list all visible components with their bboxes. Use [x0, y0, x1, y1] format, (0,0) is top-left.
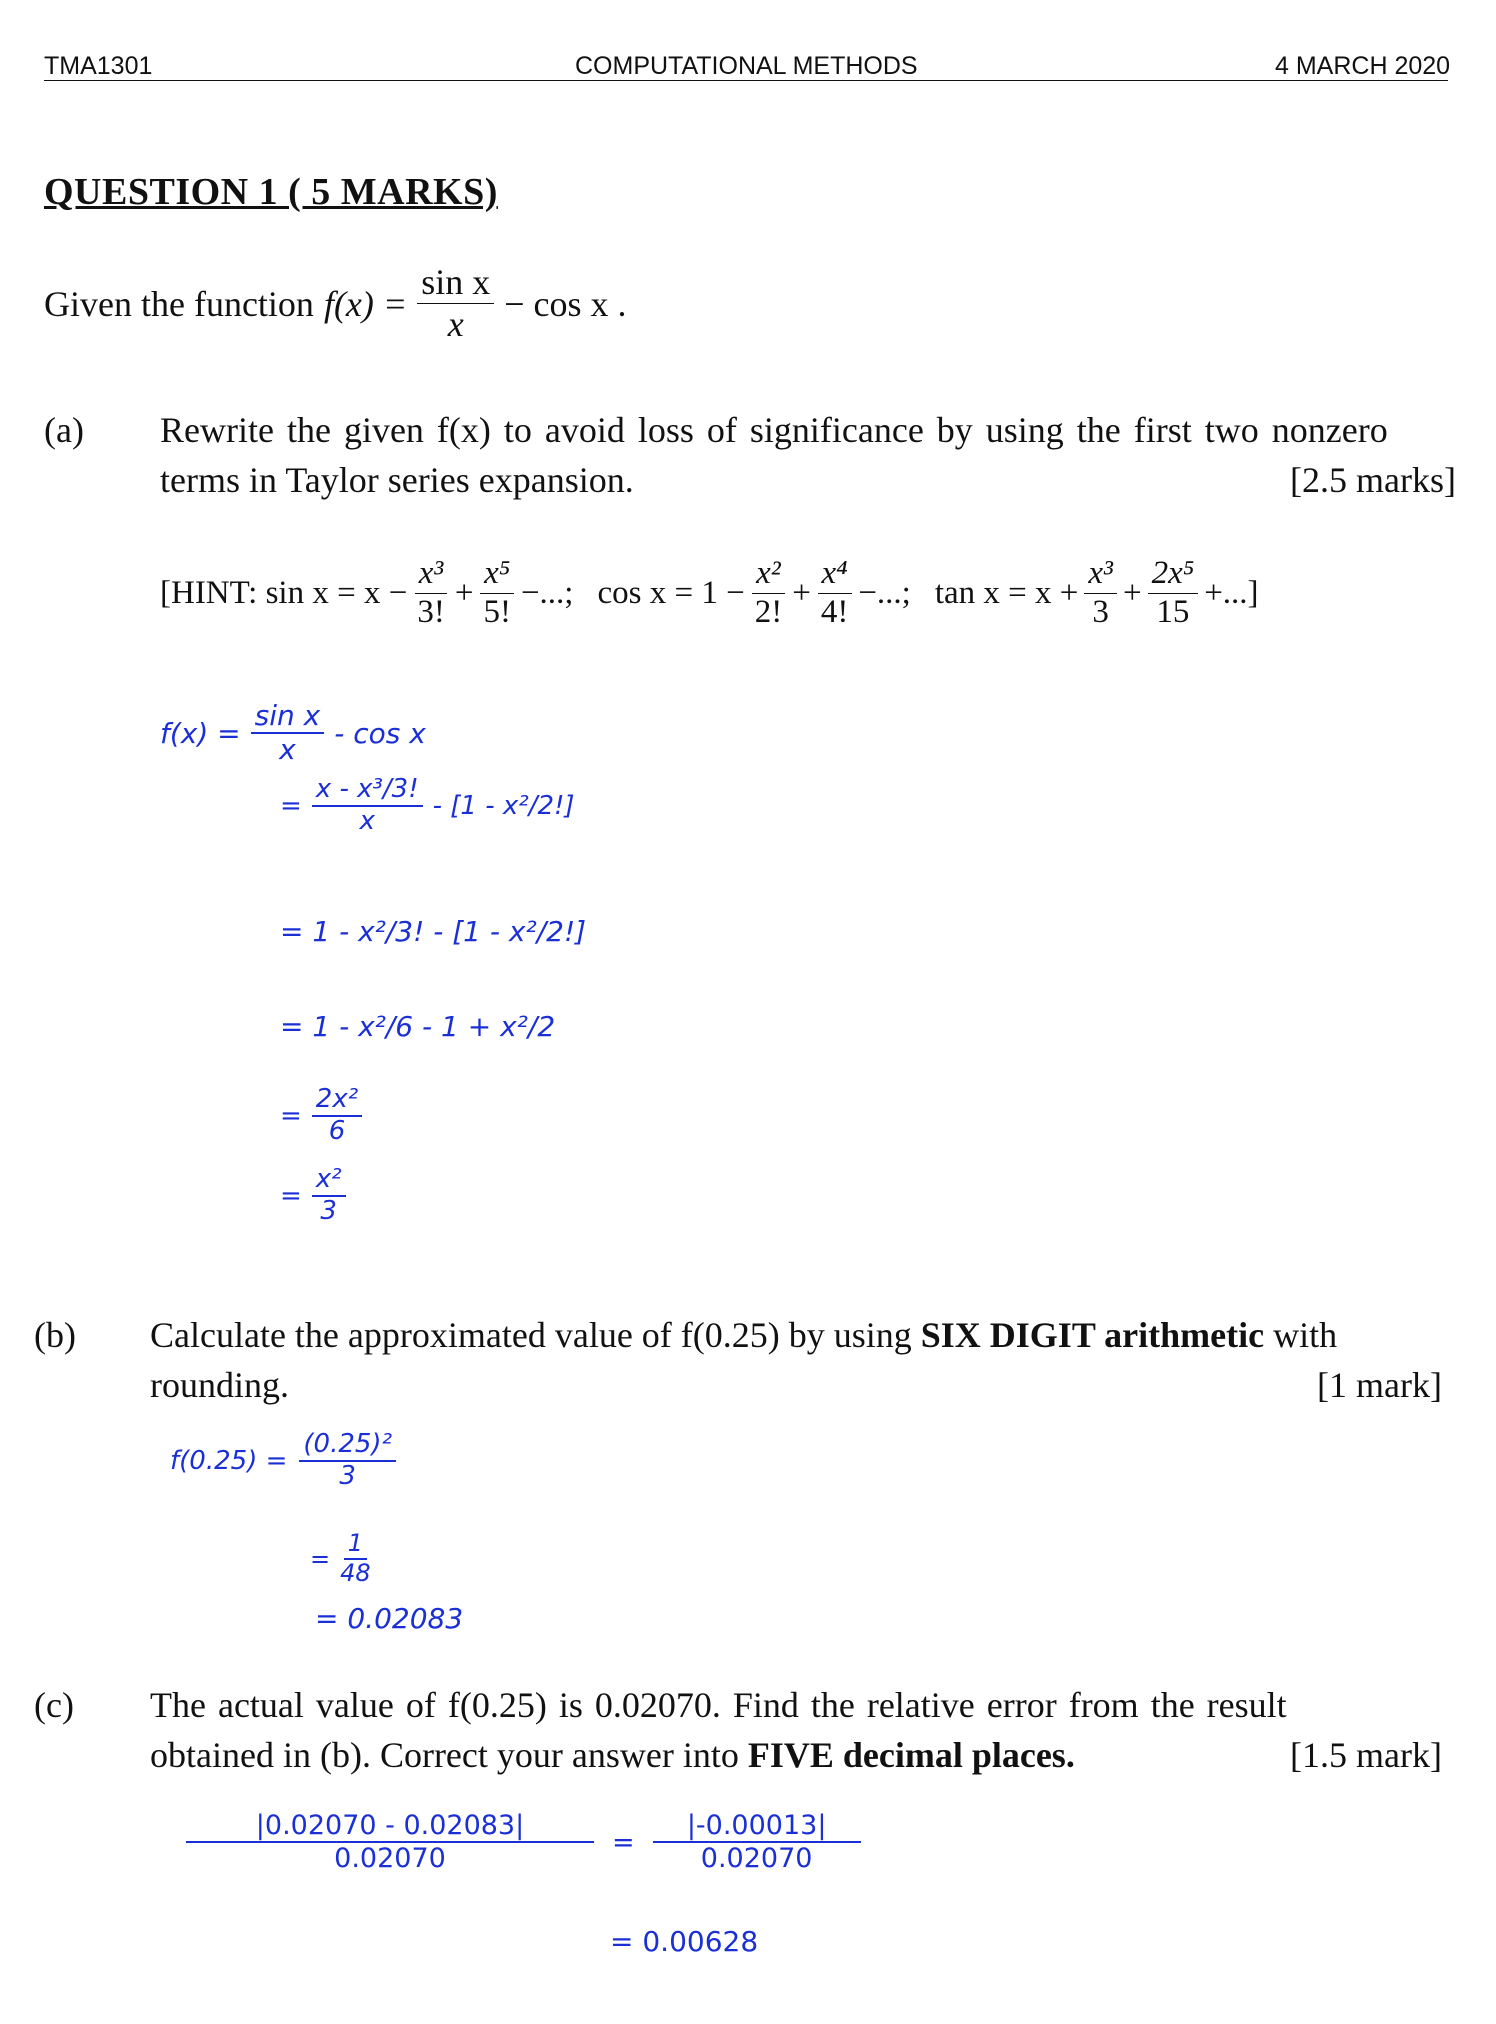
hint-cos-plus: +	[792, 575, 811, 612]
function-tail: − cos x .	[504, 283, 627, 324]
work-a-l5-eq: =	[280, 1100, 302, 1131]
question-title: QUESTION 1 ( 5 MARKS)	[44, 171, 498, 213]
hint-cos-den2: 4!	[820, 593, 849, 630]
part-a-marks: [2.5 marks]	[1290, 460, 1456, 500]
part-b-line1-pre: Calculate the approximated value of f(0.25) by using	[150, 1315, 912, 1355]
work-b-line1	[170, 1430, 396, 1492]
hint-tan-num2: 2x⁵	[1148, 555, 1199, 594]
work-a-line4: = 1 - x²/6 - 1 + x²/2	[280, 1010, 556, 1043]
course-code: TMA1301	[44, 52, 153, 80]
hint-cos-num2: x⁴	[818, 555, 852, 594]
work-a-line2	[280, 775, 575, 837]
work-a-line1	[160, 700, 426, 766]
work-a-l1-tail: - cos x	[334, 716, 426, 750]
course-name: COMPUTATIONAL METHODS	[575, 52, 918, 80]
header-rule	[44, 80, 1448, 81]
function-lhs: f(x) =	[323, 283, 408, 324]
hint-sin-num1: x³	[415, 555, 448, 594]
work-b-l1-den: 3	[339, 1460, 356, 1491]
work-a-l2-eq: =	[280, 790, 302, 821]
work-b-l2-eq: =	[310, 1544, 331, 1573]
work-a-l6-eq: =	[280, 1180, 302, 1211]
work-a-l6-num: x²	[312, 1165, 346, 1197]
work-a-l2-num: x - x³/3!	[312, 775, 423, 807]
work-a-l1-num: sin x	[251, 700, 325, 734]
hint-tan-tail: +...]	[1204, 575, 1259, 612]
hint-sin-num2: x⁵	[480, 555, 514, 594]
work-c-line1	[190, 1810, 857, 1874]
part-c-line2-bold: FIVE decimal places.	[747, 1735, 1075, 1775]
hint-tan-plus: +	[1122, 575, 1142, 612]
function-numerator: sin x	[417, 262, 494, 304]
part-b-line2: rounding.	[150, 1365, 289, 1405]
hint-tan-den2: 15	[1156, 593, 1190, 630]
part-b-marks: [1 mark]	[1317, 1365, 1442, 1405]
function-denominator: x	[447, 304, 464, 345]
work-a-l1-lhs: f(x) =	[160, 716, 241, 750]
hint-cos-prefix: cos x = 1 −	[597, 575, 745, 612]
work-a-l5-num: 2x²	[312, 1085, 362, 1117]
part-b-line1-bold: SIX DIGIT arithmetic	[920, 1315, 1265, 1355]
work-b-line3: = 0.02083	[315, 1602, 464, 1635]
part-b-line1	[150, 1310, 1337, 1360]
function-definition	[44, 262, 627, 346]
work-a-line5	[280, 1085, 362, 1147]
hint-sin-tail: −...;	[520, 575, 574, 612]
hint-sin-prefix: [HINT: sin x = x −	[160, 575, 408, 612]
part-a-hint	[160, 555, 1259, 632]
work-a-l5-den: 6	[328, 1115, 346, 1146]
hint-tan-prefix: tan x = x +	[934, 575, 1079, 612]
work-a-line6	[280, 1165, 346, 1227]
work-b-l2-num: 1	[344, 1530, 367, 1560]
work-c-result: = 0.00628	[610, 1925, 759, 1958]
hint-tan-num1: x³	[1084, 555, 1117, 594]
work-b-l1-lhs: f(0.25) =	[170, 1445, 288, 1476]
work-b-l2-den: 48	[340, 1558, 371, 1587]
hint-cos-tail: −...;	[858, 575, 911, 612]
function-intro: Given the function	[44, 283, 314, 324]
part-a-label: (a)	[44, 410, 84, 450]
hint-cos-num1: x²	[752, 555, 785, 594]
part-a-line1: Rewrite the given f(x) to avoid loss of significance by using the first two nonzero	[160, 410, 1388, 450]
hint-cos-den1: 2!	[754, 593, 783, 630]
work-b-line2	[310, 1530, 375, 1587]
work-c-num2: |-0.00013|	[653, 1810, 861, 1843]
part-c-label: (c)	[34, 1685, 74, 1725]
part-b-label: (b)	[34, 1315, 76, 1355]
part-c-line1: The actual value of f(0.25) is 0.02070. Find the relative error from the result	[150, 1685, 1287, 1725]
exam-date: 4 MARCH 2020	[1275, 52, 1451, 80]
work-c-num1: |0.02070 - 0.02083|	[186, 1810, 594, 1843]
part-c-marks: [1.5 mark]	[1290, 1735, 1442, 1775]
work-a-l2-tail: - [1 - x²/2!]	[432, 790, 575, 821]
part-b-line1-post: with	[1273, 1315, 1338, 1355]
part-a-line2: terms in Taylor series expansion.	[160, 460, 634, 500]
work-c-eq: =	[612, 1826, 635, 1858]
part-c-line2	[150, 1730, 1075, 1780]
work-a-line3: = 1 - x²/3! - [1 - x²/2!]	[280, 915, 587, 948]
work-c-den2: 0.02070	[700, 1843, 813, 1875]
hint-sin-den1: 3!	[417, 593, 445, 630]
hint-sin-den2: 5!	[483, 593, 511, 630]
work-a-l6-den: 3	[320, 1195, 337, 1226]
hint-sin-plus: +	[454, 575, 474, 612]
work-c-den1: 0.02070	[334, 1843, 446, 1875]
part-c-line2-pre: obtained in (b). Correct your answer into	[150, 1735, 739, 1775]
work-a-l2-den: x	[359, 805, 375, 836]
work-a-l1-den: x	[279, 733, 296, 767]
work-b-l1-num: (0.25)²	[299, 1430, 396, 1462]
function-fraction	[417, 262, 494, 346]
hint-tan-den1: 3	[1092, 593, 1109, 630]
